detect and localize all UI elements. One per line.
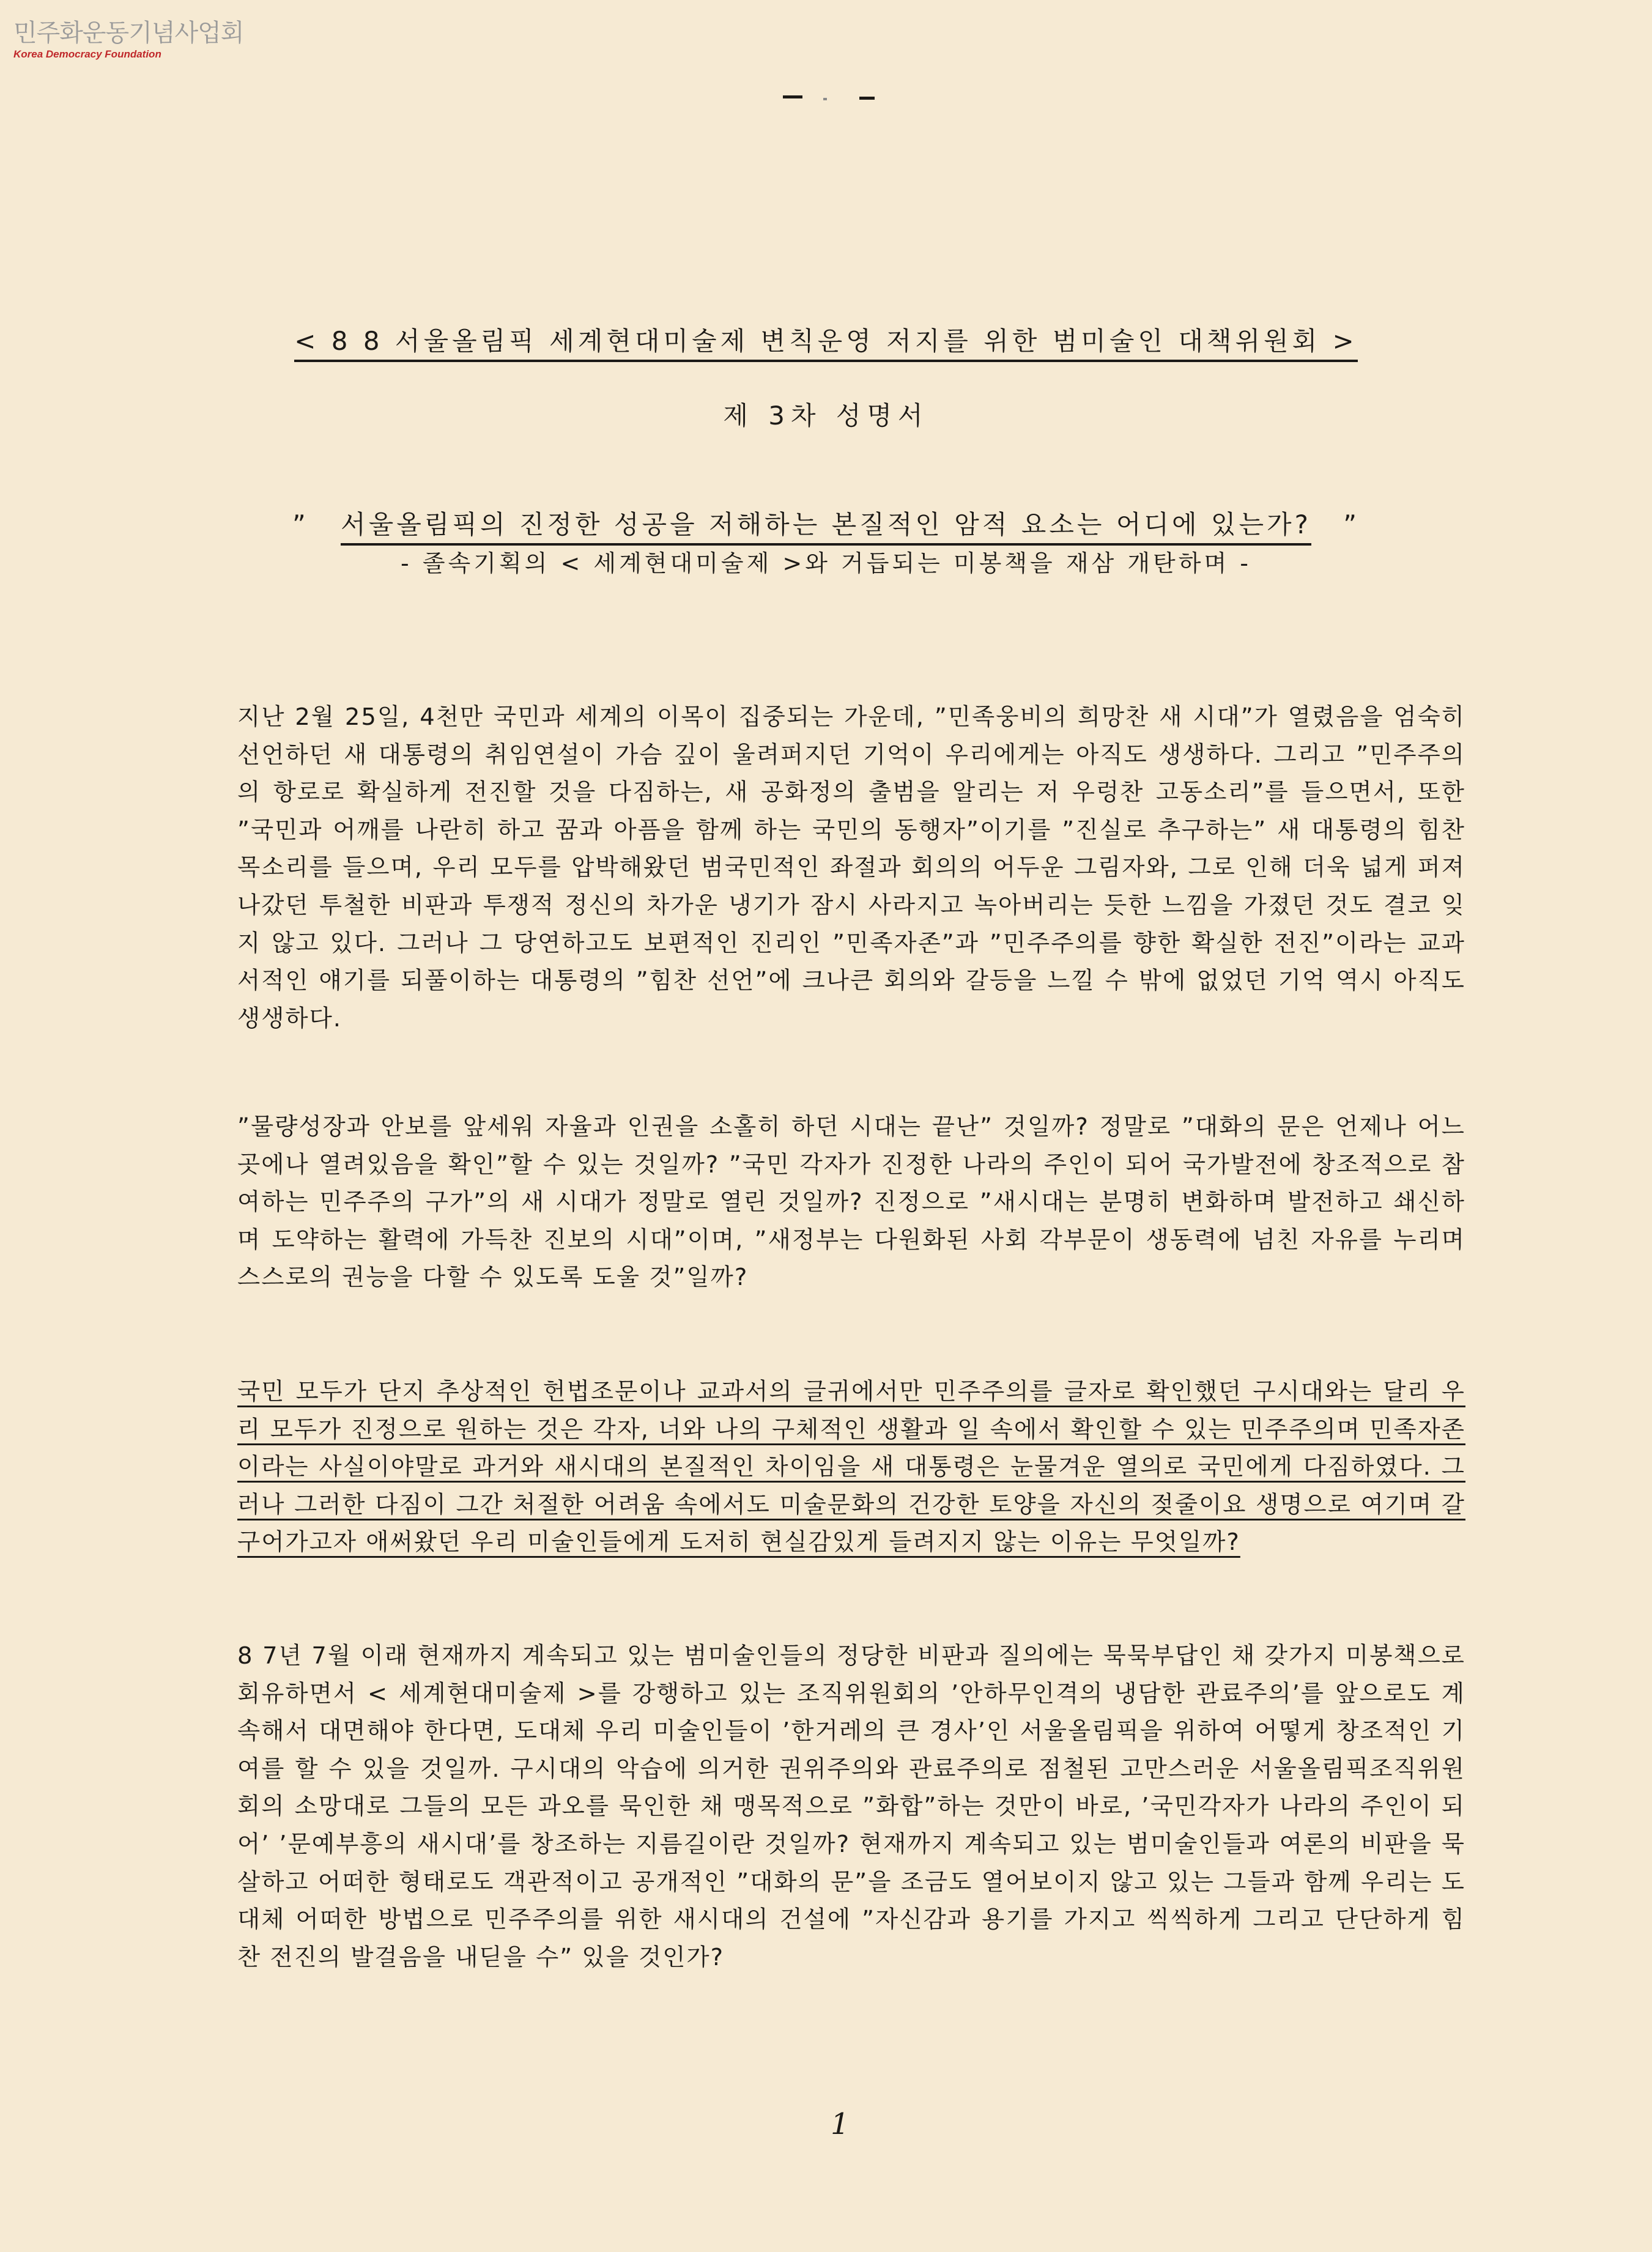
body-paragraph-1: 지난 2월 25일, 4천만 국민과 세계의 이목이 집중되는 가운데, ”민족웅비의 희망찬 새 시대”가 열렸음을 엄숙히 선언하던 새 대통령의 취임연설이 가슴 깊이 울려퍼지던 기억이 우리에게는 아직도 생생하다. 그리고 ”민주주의의 항로로 확실하게 전진할 것을 다짐하는, 새 공화정의 출범을 알리는 저 우렁찬 고동소리”를 들으면서, 또한 ”국민과 어깨를 나란히 하고 꿈과 아픔을 함께 하는 국민의 동행자”이기를 ”진실로 추구하는” 새 대통령의 힘찬 목소리를 들으며, 우리 모두를 압박해왔던 범국민적인 좌절과 회의의 어두운 그림자와, 그로 인해 더욱 넓게 퍼져나갔던 투철한 비판과 투쟁적 정신의 차가운 냉기가 잠시 사라지고 녹아버리는 듯한 느낌을 가졌던 것도 결코 잊지 않고 있다. 그러나 그 당연하고도 보편적인 진리인 ”민족자존”과 ”민주주의를 향한 확실한 전진”이라는 교과서적인 얘기를 되풀이하는 대통령의 ”힘찬 선언”에 크나큰 회의와 갈등을 느낄 수 밖에 없었던 기억 역시 아직도 생생하다. [237,703,1465,1032]
headline [0,508,1652,546]
page-number: 1 [831,2107,850,2141]
page-top-mark [783,92,875,104]
headline-open-quote: ” [292,509,309,539]
headline-close-quote: ” [1343,509,1360,539]
body-paragraph-4: 8 7년 7월 이래 현재까지 계속되고 있는 범미술인들의 정당한 비판과 질의에는 묵묵부답인 채 갖가지 미봉책으로 회유하면서 < 세계현대미술제 >를 강행하고 있는 조직위원회의 ’안하무인격의 냉담한 관료주의’를 앞으로도 계속해서 대면해야 한다면, 도대체 우리 미술인들이 ’한거레의 큰 경사’인 서울올림픽을 위하여 어떻게 창조적인 기여를 할 수 있을 것일까. 구시대의 악습에 의거한 권위주의와 관료주의로 점철된 고만스러운 서울올림픽조직위원회의 소망대로 그들의 모든 과오를 묵인한 채 맹목적으로 ”화합”하는 것만이 바로, ’국민각자가 나라의 주인이 되어’ ’문예부흥의 새시대’를 창조하는 지름길이란 것일까? 현재까지 계속되고 있는 범미술인들과 여론의 비판을 묵살하고 어떠한 형태로도 객관적이고 공개적인 ”대화의 문”을 조금도 열어보이지 않고 있는 그들과 함께 우리는 도대체 어떠한 방법으로 민주주의를 위한 새시대의 건설에 ”자신감과 용기를 가지고 씩씩하게 그리고 단단하게 힘찬 전진의 발걸음을 내딛을 수” 있을 것인가? [237,1642,1465,1971]
organization-title-text: < 8 8 서울올림픽 세계현대미술제 변칙운영 저지를 위한 범미술인 대책위원회 > [294,324,1358,362]
body-paragraph-3-underlined: 국민 모두가 단지 추상적인 헌법조문이나 교과서의 글귀에서만 민주주의를 글자로 확인했던 구시대와는 달리 우리 모두가 진정으로 원하는 것은 각자, 너와 나의 구체적인 생활과 일 속에서 확인할 수 있는 민주주의며 민족자존이라는 사실이야말로 과거와 새시대의 본질적인 차이임을 새 대통령은 눈물겨운 열의로 국민에게 다짐하였다. 그러나 그러한 다짐이 그간 처절한 어려움 속에서도 미술문화의 건강한 토양을 자신의 젖줄이요 생명으로 여기며 갈구어가고자 애써왔던 우리 미술인들에게 도저히 현실감있게 들려지지 않는 이유는 무엇일까? [237,1378,1465,1557]
foundation-logo [13,18,244,61]
subheadline: - 졸속기획의 < 세계현대미술제 >와 거듭되는 미봉책을 재삼 개탄하며 - [401,550,1251,577]
body-paragraph-2: ”물량성장과 안보를 앞세워 자율과 인권을 소홀히 하던 시대는 끝난” 것일까? 정말로 ”대화의 문은 언제나 어느곳에나 열려있음을 확인”할 수 있는 것일까? ”국민 각자가 진정한 나라의 주인이 되어 국가발전에 창조적으로 참여하는 민주주의 구가”의 새 시대가 정말로 열린 것일까? 진정으로 ”새시대는 분명히 변화하며 발전하고 쇄신하며 도약하는 활력에 가득찬 진보의 시대”이며, ”새정부는 다원화된 사회 각부문이 생동력에 넘친 자유를 누리며 스스로의 권능을 다할 수 있도록 도울 것”일까? [237,1113,1465,1292]
headline-text: 서울올림픽의 진정한 성공을 저해하는 본질적인 암적 요소는 어디에 있는가? [341,508,1311,546]
organization-title [0,324,1652,362]
document-title: 제 3차 성명서 [723,401,929,431]
logo-korean-text: 민주화운동기념사업회 [13,19,244,47]
logo-english-text: Korea Democracy Foundation [13,48,161,60]
